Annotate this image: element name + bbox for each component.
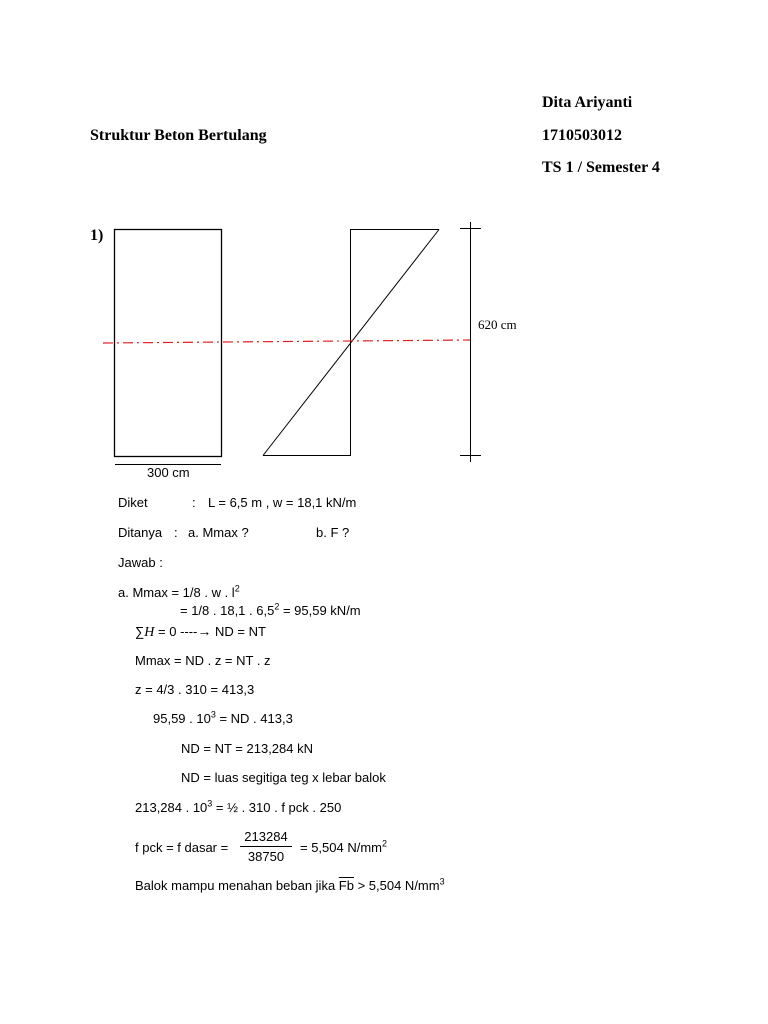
diket-colon: :	[192, 495, 196, 510]
conclusion-sup: 3	[439, 876, 445, 887]
class-semester: TS 1 / Semester 4	[542, 159, 660, 176]
conclusion-mid: > 5,504 N/mm	[353, 878, 440, 893]
mmax-calc-sup: 2	[274, 601, 280, 612]
sum-rest: = 0 ----	[154, 624, 198, 639]
conclusion-fb: $\overline{Fb}$	[338, 878, 354, 893]
nd-luas: ND = luas segitiga teg x lebar balok	[181, 770, 386, 785]
arrow-icon: →	[197, 623, 212, 639]
fpck-denominator: 38750	[247, 849, 285, 864]
nd-nt: ND = NT	[211, 624, 266, 639]
student-id: 1710503012	[542, 127, 622, 144]
fpck-result-sup: 2	[382, 838, 388, 849]
ditanya-label: Ditanya	[118, 525, 163, 540]
height-label: 620 cm	[478, 317, 517, 332]
width-label: 300 cm	[147, 465, 190, 480]
ditanya-colon: :	[174, 525, 178, 540]
stress-eq-result: = ½ . 310 . f pck . 250	[212, 800, 342, 815]
mmax-calc	[180, 603, 361, 618]
sum-var: H	[144, 625, 155, 640]
stress-eq	[135, 800, 341, 815]
mmax-formula-text: a. Mmax = 1/8 . w . l	[118, 585, 235, 600]
fpck-numerator: 213284	[244, 829, 288, 844]
conclusion-text: Balok mampu menahan beban jika	[135, 878, 339, 893]
student-name: Dita Ariyanti	[542, 94, 633, 111]
stress-eq-text: 213,284 . 10	[135, 800, 208, 815]
fpck-result	[300, 840, 387, 855]
sum-h-line	[135, 623, 266, 641]
ditanya-a: a. Mmax ?	[188, 525, 249, 540]
nd-value: ND = NT = 213,284 kN	[181, 741, 313, 756]
diket-value: L = 6,5 m , w = 18,1 kN/m	[208, 495, 357, 510]
mmax-calc-text: = 1/8 . 18,1 . 6,5	[180, 603, 275, 618]
z-eq: z = 4/3 . 310 = 413,3	[135, 682, 255, 697]
sum-symbol: ∑	[135, 624, 145, 639]
fpck-result-text: = 5,504 N/mm	[300, 840, 383, 855]
moment-eq-sup: 3	[210, 709, 216, 720]
conclusion	[135, 878, 445, 893]
moment-eq-text: 95,59 . 10	[153, 711, 211, 726]
fpck-prefix: f pck = f dasar =	[135, 840, 229, 855]
diket-label: Diket	[118, 495, 148, 510]
course-title: Struktur Beton Bertulang	[90, 127, 267, 144]
problem-number: 1)	[90, 227, 104, 244]
mmax-formula-sup: 2	[234, 583, 240, 594]
moment-eq	[153, 711, 293, 726]
mmax-eq: Mmax = ND . z = NT . z	[135, 653, 271, 668]
fraction-bar	[240, 846, 292, 847]
neutral-axis	[103, 340, 470, 343]
fpck-fraction	[240, 829, 292, 864]
ditanya-b: b. F ?	[316, 525, 350, 540]
stress-eq-sup: 3	[207, 798, 213, 809]
mmax-formula	[118, 585, 240, 600]
mmax-calc-result: = 95,59 kN/m	[279, 603, 361, 618]
jawab-label: Jawab :	[118, 555, 163, 570]
moment-eq-result: = ND . 413,3	[215, 711, 293, 726]
beam-diagram	[0, 0, 768, 500]
